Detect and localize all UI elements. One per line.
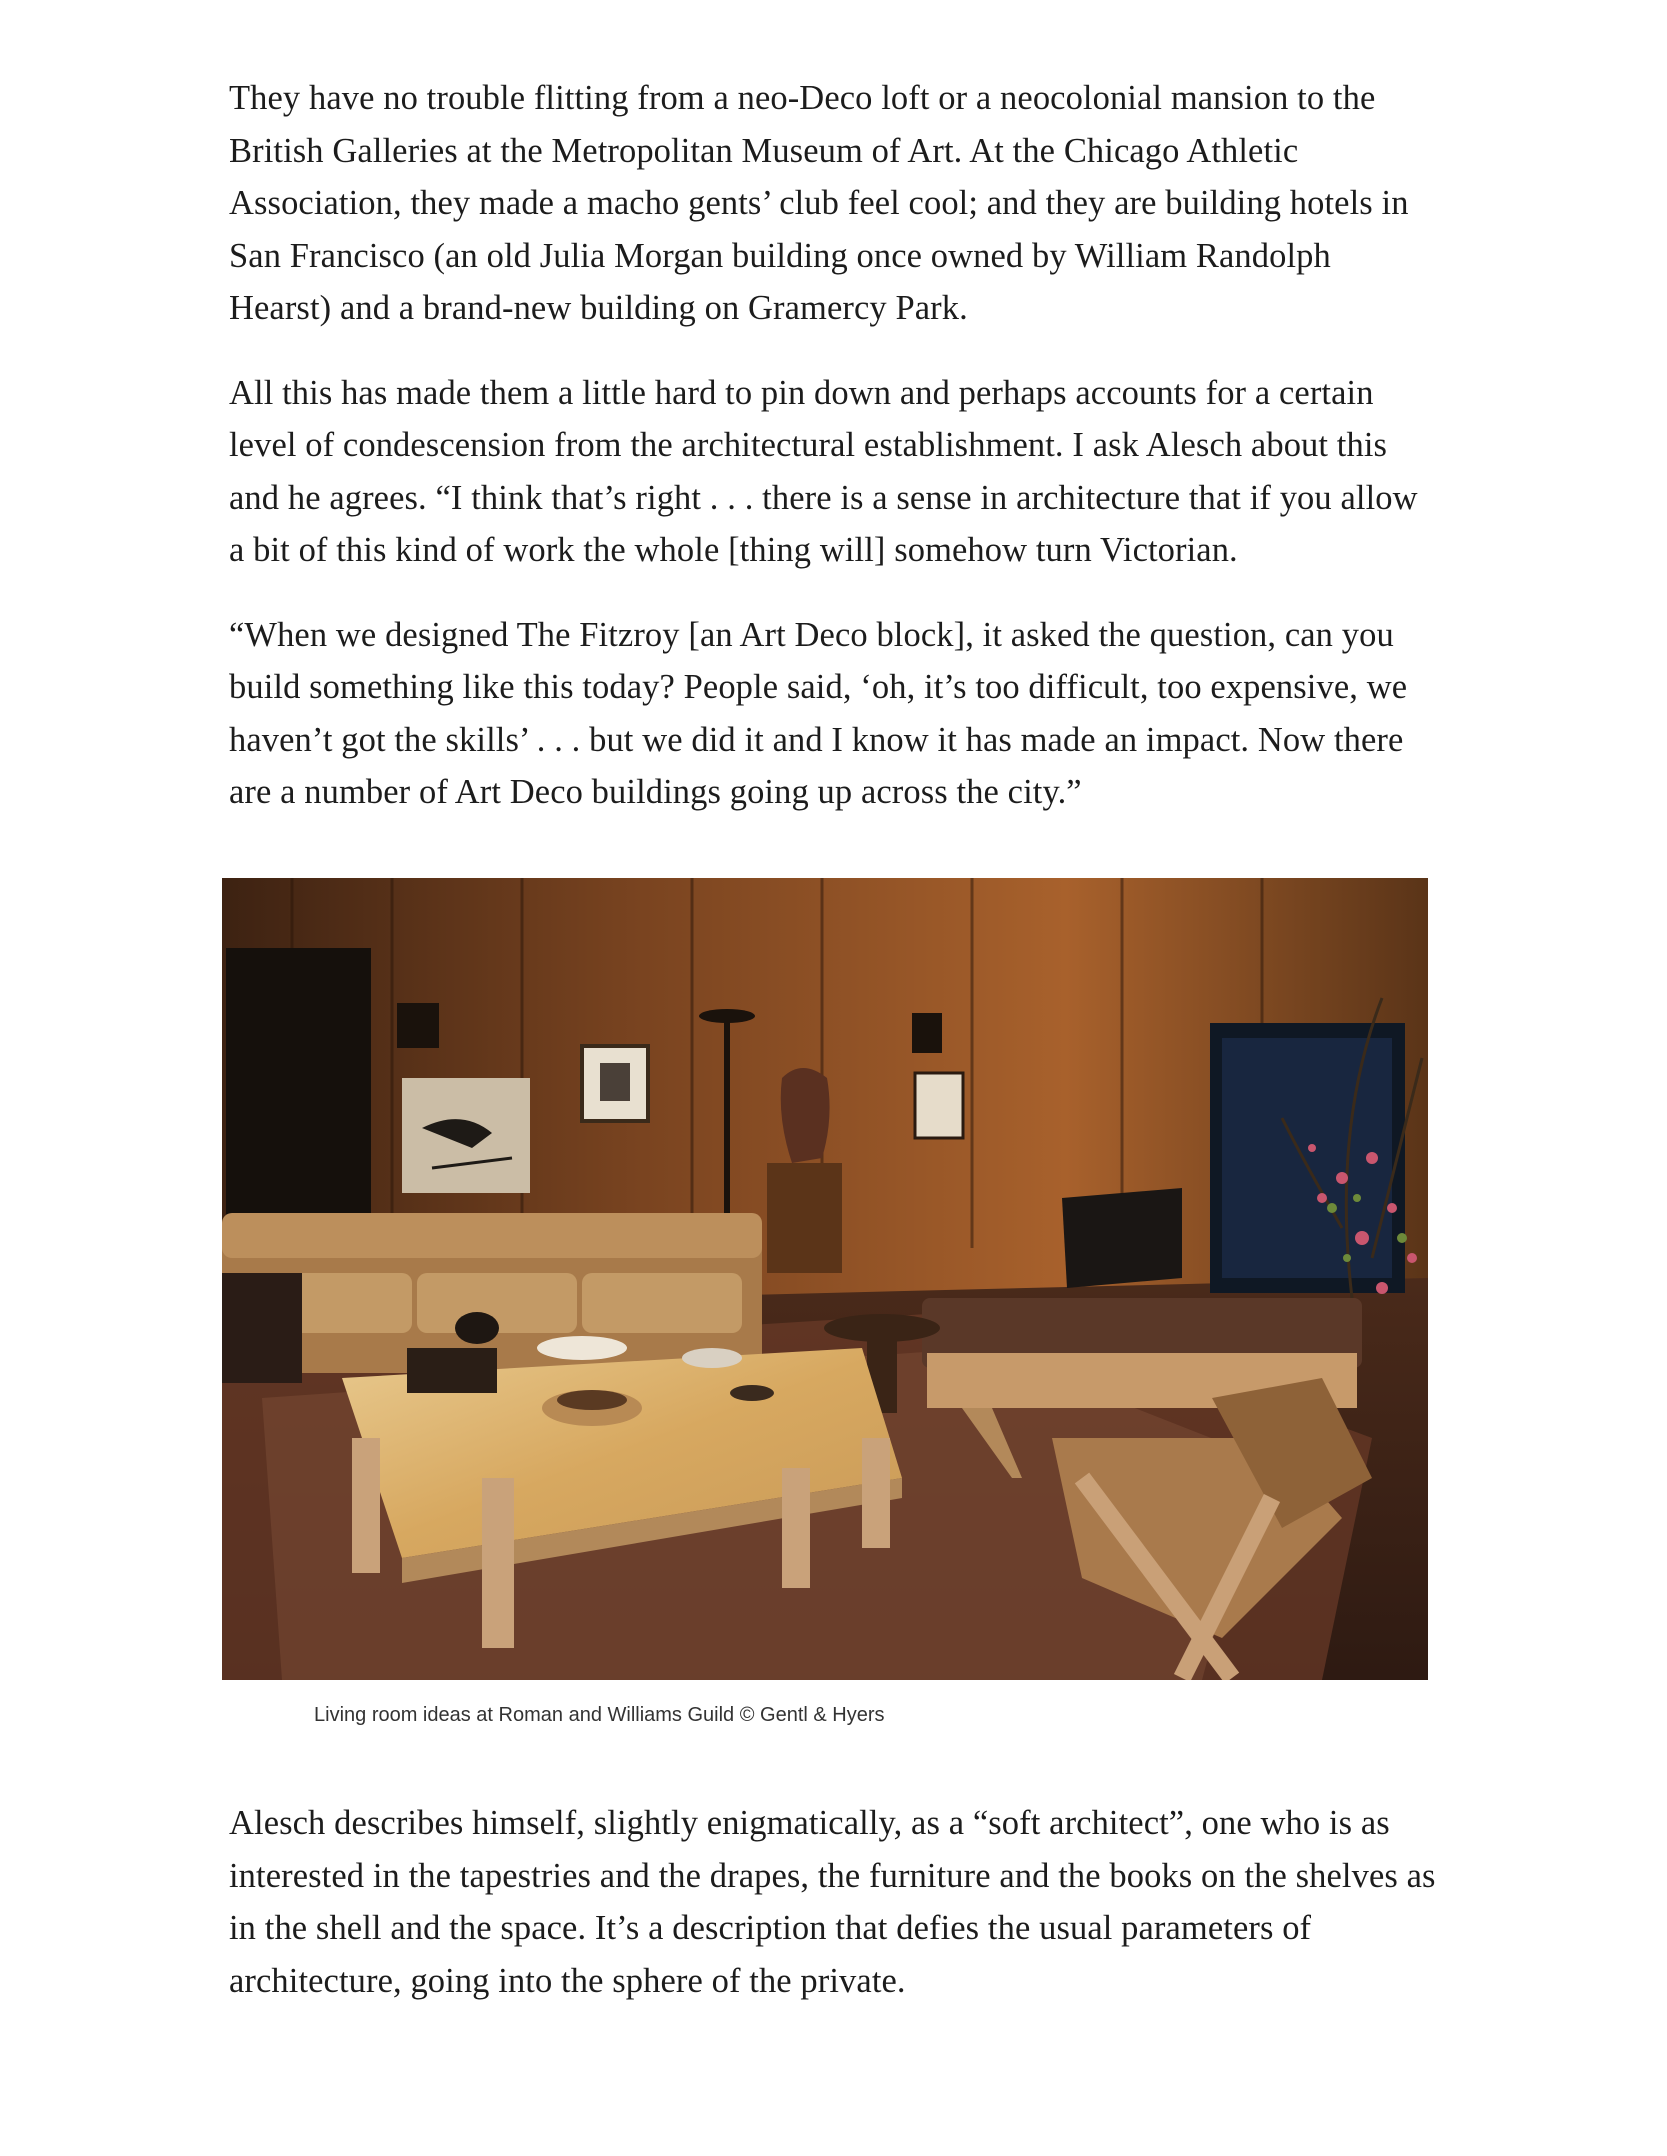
- living-room-photo: [222, 878, 1428, 1680]
- article-body-bottom: [229, 1797, 1439, 2039]
- article-paragraph: “When we designed The Fitzroy [an Art Deco block], it asked the question, can you build something like this today? People said, ‘oh, it’s too difficult, too expensive, we haven’t got the skills’ . . . but we did it and I know it has made an impact. Now there are a number of Art Deco buildings going up across the city.”: [229, 615, 1408, 811]
- article-paragraph: All this has made them a little hard to pin down and perhaps accounts for a certain level of condescension from the architectural establishment. I ask Alesch about this and he agrees. “I think that’s right . . . there is a sense in architecture that if you allow a bit of this kind of work the whole [thing will] somehow turn Victorian.: [229, 373, 1418, 569]
- article-body-top: [229, 72, 1439, 851]
- article-paragraph: They have no trouble flitting from a neo-Deco loft or a neocolonial mansion to the British Galleries at the Metropolitan Museum of Art. At the Chicago Athletic Association, they made a macho gents’ club feel cool; and they are building hotels in San Francisco (an old Julia Morgan building once owned by William Randolph Hearst) and a brand-new building on Gramercy Park.: [229, 79, 1409, 327]
- article-figure: [222, 878, 1428, 1727]
- article-paragraph: Alesch describes himself, slightly enigmatically, as a “soft architect”, one who is as interested in the tapestries and the drapes, the furniture and the books on the shelves as in the shell and the space. It’s a description that defies the usual parameters of architecture, going into the sphere of the private.: [229, 1804, 1436, 2000]
- figure-caption: Living room ideas at Roman and Williams Guild © Gentl & Hyers: [314, 1704, 885, 1726]
